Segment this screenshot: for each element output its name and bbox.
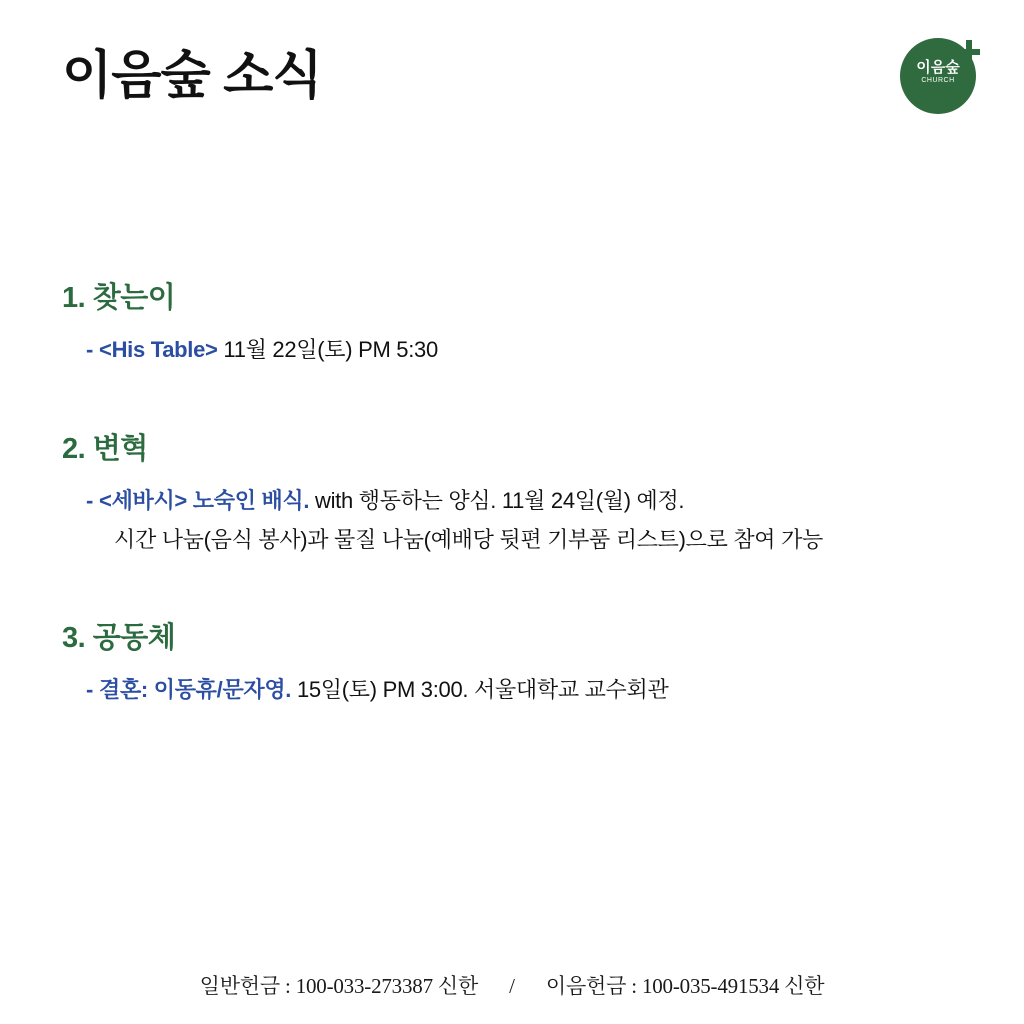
section-1-title: 1. 찾는이 — [62, 282, 176, 314]
section-3-highlight: 결혼: 이동휴/문자영. — [99, 676, 292, 702]
section-2-title: 2. 변혁 — [62, 432, 148, 465]
section-1-item — [62, 334, 974, 366]
logo-subtitle: CHURCH — [921, 77, 955, 84]
section-2-continuation: 시간 나눔(음식 봉사)과 물질 나눔(예배당 뒷편 기부품 리스트)으로 참여 가능 — [114, 526, 823, 552]
section-3-detail: 15일(토) PM 3:00. 서울대학교 교수회관 — [296, 676, 669, 702]
section-2-item — [62, 485, 974, 517]
section-1-highlight: <His Table> — [99, 337, 218, 362]
section-1 — [62, 275, 974, 366]
dash-marker: - — [86, 676, 94, 702]
section-3 — [62, 615, 974, 706]
footer-general-account: 일반헌금 : 100-033-273387 신한 — [199, 974, 479, 998]
section-2-detail: with 행동하는 양심. 11월 24일(월) 예정. — [315, 487, 685, 513]
header — [62, 36, 988, 136]
dash-marker: - — [86, 337, 94, 362]
section-1-detail: 11월 22일(토) PM 5:30 — [223, 337, 438, 362]
announcement-list — [62, 275, 974, 744]
footer-offering-info — [0, 970, 1024, 1000]
section-2 — [62, 426, 974, 557]
church-logo — [900, 36, 982, 118]
section-3-title: 3. 공동체 — [62, 621, 176, 654]
page-title: 이음숲 소식 — [62, 47, 322, 105]
section-3-item — [62, 674, 974, 706]
logo-name: 이음숲 — [916, 59, 960, 76]
footer-separator: / — [509, 974, 515, 998]
cross-icon — [958, 40, 980, 74]
dash-marker: - — [86, 487, 94, 513]
footer-ieum-account: 이음헌금 : 100-035-491534 신한 — [545, 974, 825, 998]
section-2-highlight: <세바시> 노숙인 배식. — [99, 487, 310, 513]
